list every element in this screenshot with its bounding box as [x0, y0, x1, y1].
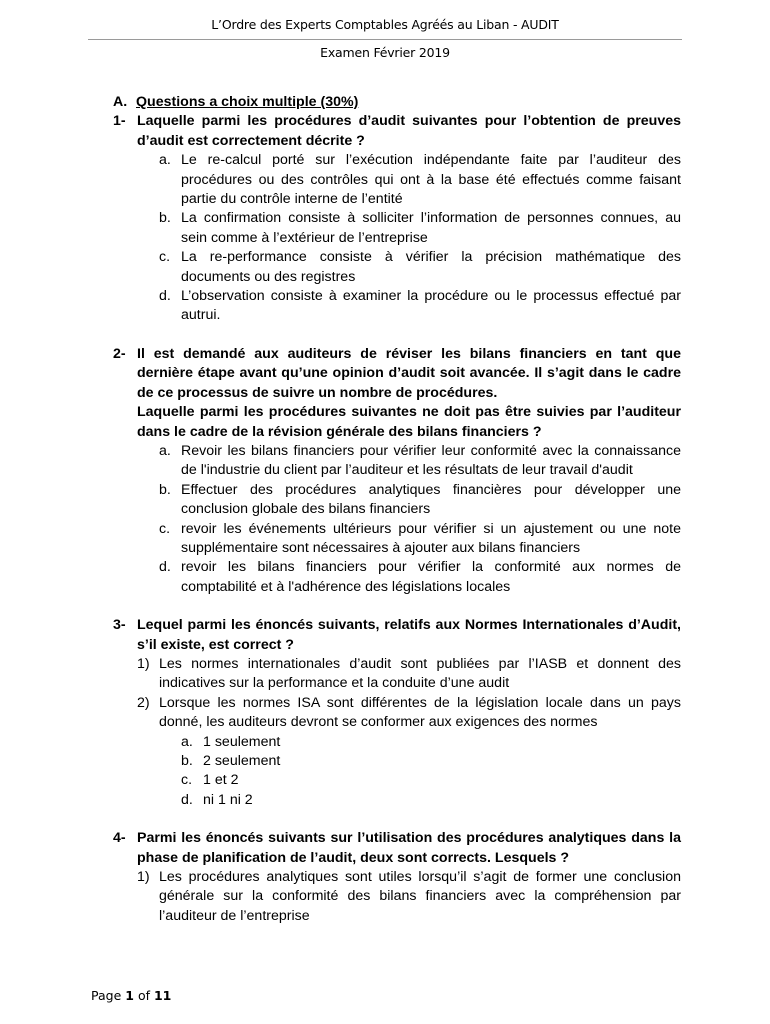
statement-text: Les procédures analytiques sont utiles lorsqu’il s’agit de former une conclusion générale sur la conformité des bilans financiers avec la compréhension par l’auditeur de l’entreprise	[159, 869, 681, 924]
document-header-subtitle: Examen Février 2019	[320, 45, 450, 60]
option-text: revoir les bilans financiers pour vérifier la conformité aux normes de comptabilité et à l'adhérence des législations locales	[181, 559, 681, 595]
question-text: Il est demandé aux auditeurs de réviser les bilans financiers en tant que dernière étape avant qu’une opinion d’audit soit avancée. Il s’agit dans le cadre de ce processus de suivre un nombre de procédures.	[137, 345, 681, 401]
section-title: Questions a choix multiple (30%)	[136, 94, 359, 110]
statement-label: 1)	[137, 869, 150, 886]
answer-option	[159, 287, 681, 326]
question-3	[113, 616, 681, 810]
section-letter: A.	[113, 94, 128, 110]
option-label: d.	[159, 288, 171, 305]
option-text: ni 1 ni 2	[203, 791, 253, 808]
question-1	[113, 112, 681, 325]
question-2	[113, 345, 681, 597]
statement-label: 2)	[137, 694, 150, 711]
exam-content	[113, 93, 681, 926]
header-divider	[88, 39, 682, 40]
answer-option	[159, 248, 681, 287]
answer-option	[159, 209, 681, 248]
answer-option	[159, 520, 681, 559]
page-footer	[91, 988, 171, 1003]
option-text: Revoir les bilans financiers pour vérifier leur conformité avec la connaissance de l'industrie du client par l’auditeur et les résultats de leur travail d'audit	[181, 442, 681, 479]
option-text: Le re-calcul porté sur l’exécution indépendante faite par l’auditeur des procédures ou des contrôles qui ont à la base été effectués comme faisant partie du contrôle interne de l’entité	[181, 152, 681, 208]
question-text: Laquelle parmi les procédures d’audit suivantes pour l’obtention de preuves d’audit est correctement décrite ?	[137, 113, 681, 149]
question-number: 4-	[113, 830, 126, 847]
answer-options	[137, 442, 681, 597]
answer-options	[137, 151, 681, 326]
spacer	[113, 597, 681, 616]
statement-list	[137, 868, 681, 926]
option-text: 1 et 2	[203, 772, 239, 789]
statement-label: 1)	[137, 655, 150, 672]
statement-item	[137, 868, 681, 926]
option-label: a.	[159, 442, 171, 459]
question-text-continued: Laquelle parmi les procédures suivantes ne doit pas être suivies par l’auditeur dans le cadre de la révision générale des bilans financiers ?	[137, 404, 681, 440]
statement-item	[137, 655, 681, 694]
answer-option	[159, 481, 681, 520]
footer-page-total: 11	[153, 988, 172, 1003]
answer-option	[181, 733, 681, 752]
answer-option	[181, 771, 681, 790]
option-label: a.	[181, 733, 193, 750]
document-header-title: L’Ordre des Experts Comptables Agréés au Liban - AUDIT	[211, 17, 559, 32]
option-text: Effectuer des procédures analytiques financières pour développer une conclusion globale des bilans financiers	[181, 481, 681, 518]
option-label: c.	[159, 520, 171, 537]
question-number: 1-	[113, 113, 126, 130]
option-label: b.	[181, 753, 193, 769]
question-number: 3-	[113, 617, 126, 634]
option-label: b.	[159, 210, 171, 227]
question-text: Parmi les énoncés suivants sur l’utilisation des procédures analytiques dans la phase de planification de l’audit, deux sont corrects. Lesquels ?	[137, 830, 681, 866]
option-label: d.	[181, 791, 193, 808]
footer-page-prefix: Page	[91, 988, 122, 1003]
spacer	[113, 810, 681, 829]
answer-option	[181, 752, 681, 771]
question-4	[113, 829, 681, 926]
answer-option	[181, 791, 681, 810]
option-text: La re-performance consiste à vérifier la précision mathématique des documents ou des registres	[181, 249, 681, 285]
option-label: c.	[159, 249, 171, 266]
answer-option	[159, 442, 681, 481]
option-label: c.	[181, 772, 193, 789]
section-heading	[113, 93, 681, 112]
statement-list	[137, 655, 681, 733]
footer-page-number: 1	[125, 988, 134, 1003]
option-label: b.	[159, 481, 171, 498]
answer-option	[159, 558, 681, 597]
question-text: Lequel parmi les énoncés suivants, relatifs aux Normes Internationales d’Audit, s’il existe, est correct ?	[137, 617, 681, 653]
option-text: revoir les événements ultérieurs pour vérifier si un ajustement ou une note supplémentaire sont nécessaires à ajouter aux bilans financiers	[181, 520, 681, 556]
question-number: 2-	[113, 345, 126, 362]
option-text: La confirmation consiste à solliciter l’information de personnes connues, au sein comme à l’extérieur de l’entreprise	[181, 210, 681, 246]
footer-of: of	[137, 988, 150, 1003]
option-label: a.	[159, 152, 171, 169]
option-text: 1 seulement	[203, 733, 281, 750]
option-label: d.	[159, 559, 171, 576]
statement-item	[137, 694, 681, 733]
answer-options	[137, 733, 681, 811]
statement-text: Lorsque les normes ISA sont différentes de la législation locale dans un pays donné, les auditeurs devront se conformer aux exigences des normes	[159, 694, 681, 731]
statement-text: Les normes internationales d’audit sont publiées par l’IASB et donnent des indicatives sur la performance et la conduite d’une audit	[159, 655, 681, 692]
option-text: 2 seulement	[203, 753, 281, 769]
option-text: L’observation consiste à examiner la procédure ou le processus effectué par autrui.	[181, 288, 681, 324]
spacer	[113, 326, 681, 345]
answer-option	[159, 151, 681, 209]
